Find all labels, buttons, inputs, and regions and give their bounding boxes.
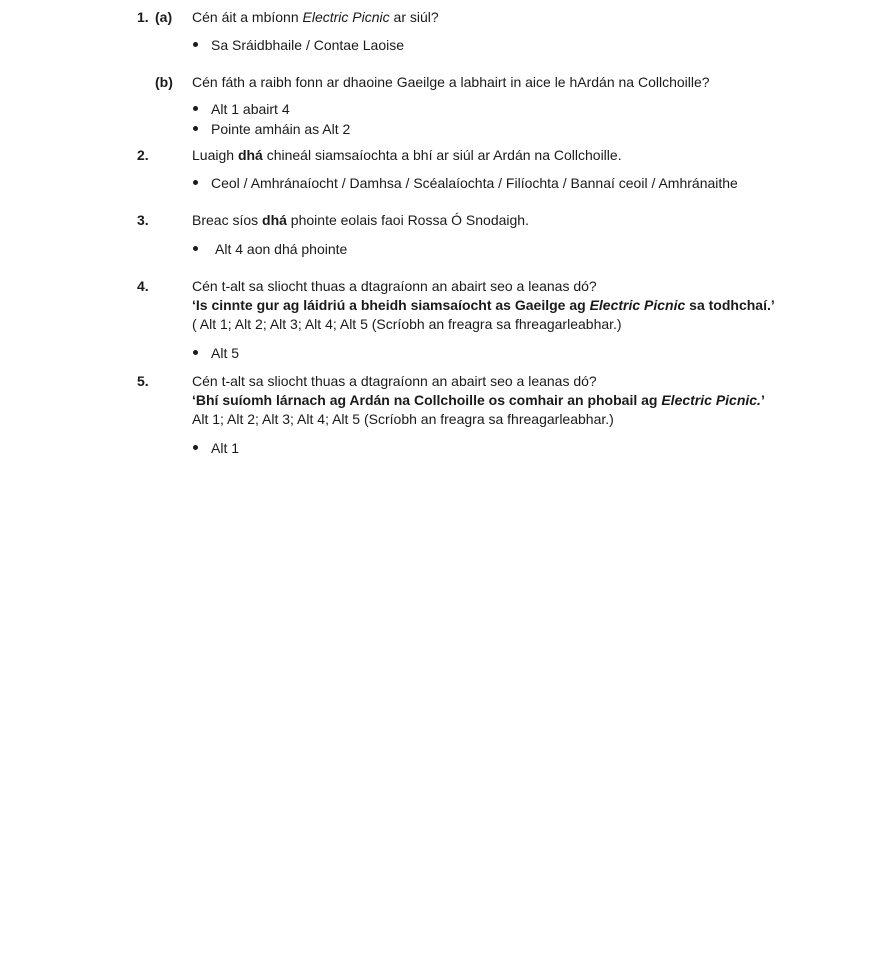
answer-4-text: Alt 5	[211, 345, 240, 361]
answer-1b-text: Alt 1 abairt 4	[211, 101, 290, 117]
question-5-quote-ital: Electric Picnic.	[661, 392, 761, 408]
answer-1b-item	[193, 100, 290, 118]
question-2-text-bold: dhá	[237, 147, 263, 163]
answer-1a-text: Sa Sráidbhaile / Contae Laoise	[211, 37, 405, 53]
answer-4-item	[193, 344, 239, 362]
bullet-icon	[193, 106, 198, 111]
question-4-quote-ital: Electric Picnic	[589, 297, 686, 313]
question-4-options: ( Alt 1; Alt 2; Alt 3; Alt 4; Alt 5 (Scríobh an freagra sa fhreagarleabhar.)	[192, 316, 622, 332]
question-4-number: 4.	[137, 278, 149, 294]
question-1a-label: (a)	[155, 9, 173, 25]
question-1a-text-pre: Cén áit a mbíonn	[192, 9, 303, 25]
question-1a-text-ital: Electric Picnic	[302, 9, 390, 25]
question-5-options: Alt 1; Alt 2; Alt 3; Alt 4; Alt 5 (Scríobh an freagra sa fhreagarleabhar.)	[192, 411, 614, 427]
answer-2-text: Ceol / Amhránaíocht / Damhsa / Scéalaíochta / Filíochta / Bannaí ceoil / Amhránaithe	[211, 175, 738, 191]
question-2-text-pre: Luaigh	[192, 147, 238, 163]
question-5-quote-post: ’	[760, 392, 765, 408]
bullet-icon	[193, 126, 198, 131]
question-4-quote-pre: ‘Is cinnte gur ag láidriú a bheidh siamsaíocht as Gaeilge ag	[192, 297, 590, 313]
question-2-text	[192, 146, 622, 164]
bullet-icon	[193, 445, 198, 450]
question-4-quote-post: sa todhchaí.’	[685, 297, 775, 313]
question-1b-label: (b)	[155, 74, 173, 90]
question-3-text-post: phointe eolais faoi Rossa Ó Snodaigh.	[286, 212, 529, 228]
question-5-quote-pre: ‘Bhí suíomh lárnach ag Ardán na Collchoille os comhair an phobail ag	[192, 392, 662, 408]
answer-2-item	[193, 174, 738, 192]
question-3-text	[192, 211, 529, 229]
question-3-text-pre: Breac síos	[192, 212, 263, 228]
question-1a-text-post: ar siúl?	[389, 9, 439, 25]
question-3-number: 3.	[137, 212, 149, 228]
question-2-number: 2.	[137, 147, 149, 163]
question-5-text: Cén t-alt sa sliocht thuas a dtagraíonn an abairt seo a leanas dó?	[192, 373, 597, 389]
question-4-text: Cén t-alt sa sliocht thuas a dtagraíonn an abairt seo a leanas dó?	[192, 278, 597, 294]
bullet-icon	[193, 180, 198, 185]
question-2-text-post: chineál siamsaíochta a bhí ar siúl ar Ardán na Collchoille.	[262, 147, 622, 163]
question-5-number: 5.	[137, 373, 149, 389]
question-4-quote	[192, 296, 775, 314]
answer-5-item	[193, 439, 239, 457]
answer-1b-item	[193, 120, 350, 138]
bullet-icon	[193, 42, 198, 47]
bullet-icon	[193, 350, 198, 355]
question-1-number: 1.	[137, 9, 149, 25]
answer-1a-item	[193, 36, 404, 54]
question-5-quote	[192, 391, 765, 409]
question-1b-text: Cén fáth a raibh fonn ar dhaoine Gaeilge a labhairt in aice le hArdán na Collchoille?	[192, 74, 710, 90]
answer-5-text: Alt 1	[211, 440, 240, 456]
bullet-icon	[193, 246, 198, 251]
answer-3-text: Alt 4 aon dhá phointe	[215, 241, 348, 257]
answer-3-item	[193, 240, 347, 258]
question-1a-text	[192, 8, 439, 26]
question-3-text-bold: dhá	[262, 212, 287, 228]
answer-1b-text: Pointe amháin as Alt 2	[211, 121, 351, 137]
